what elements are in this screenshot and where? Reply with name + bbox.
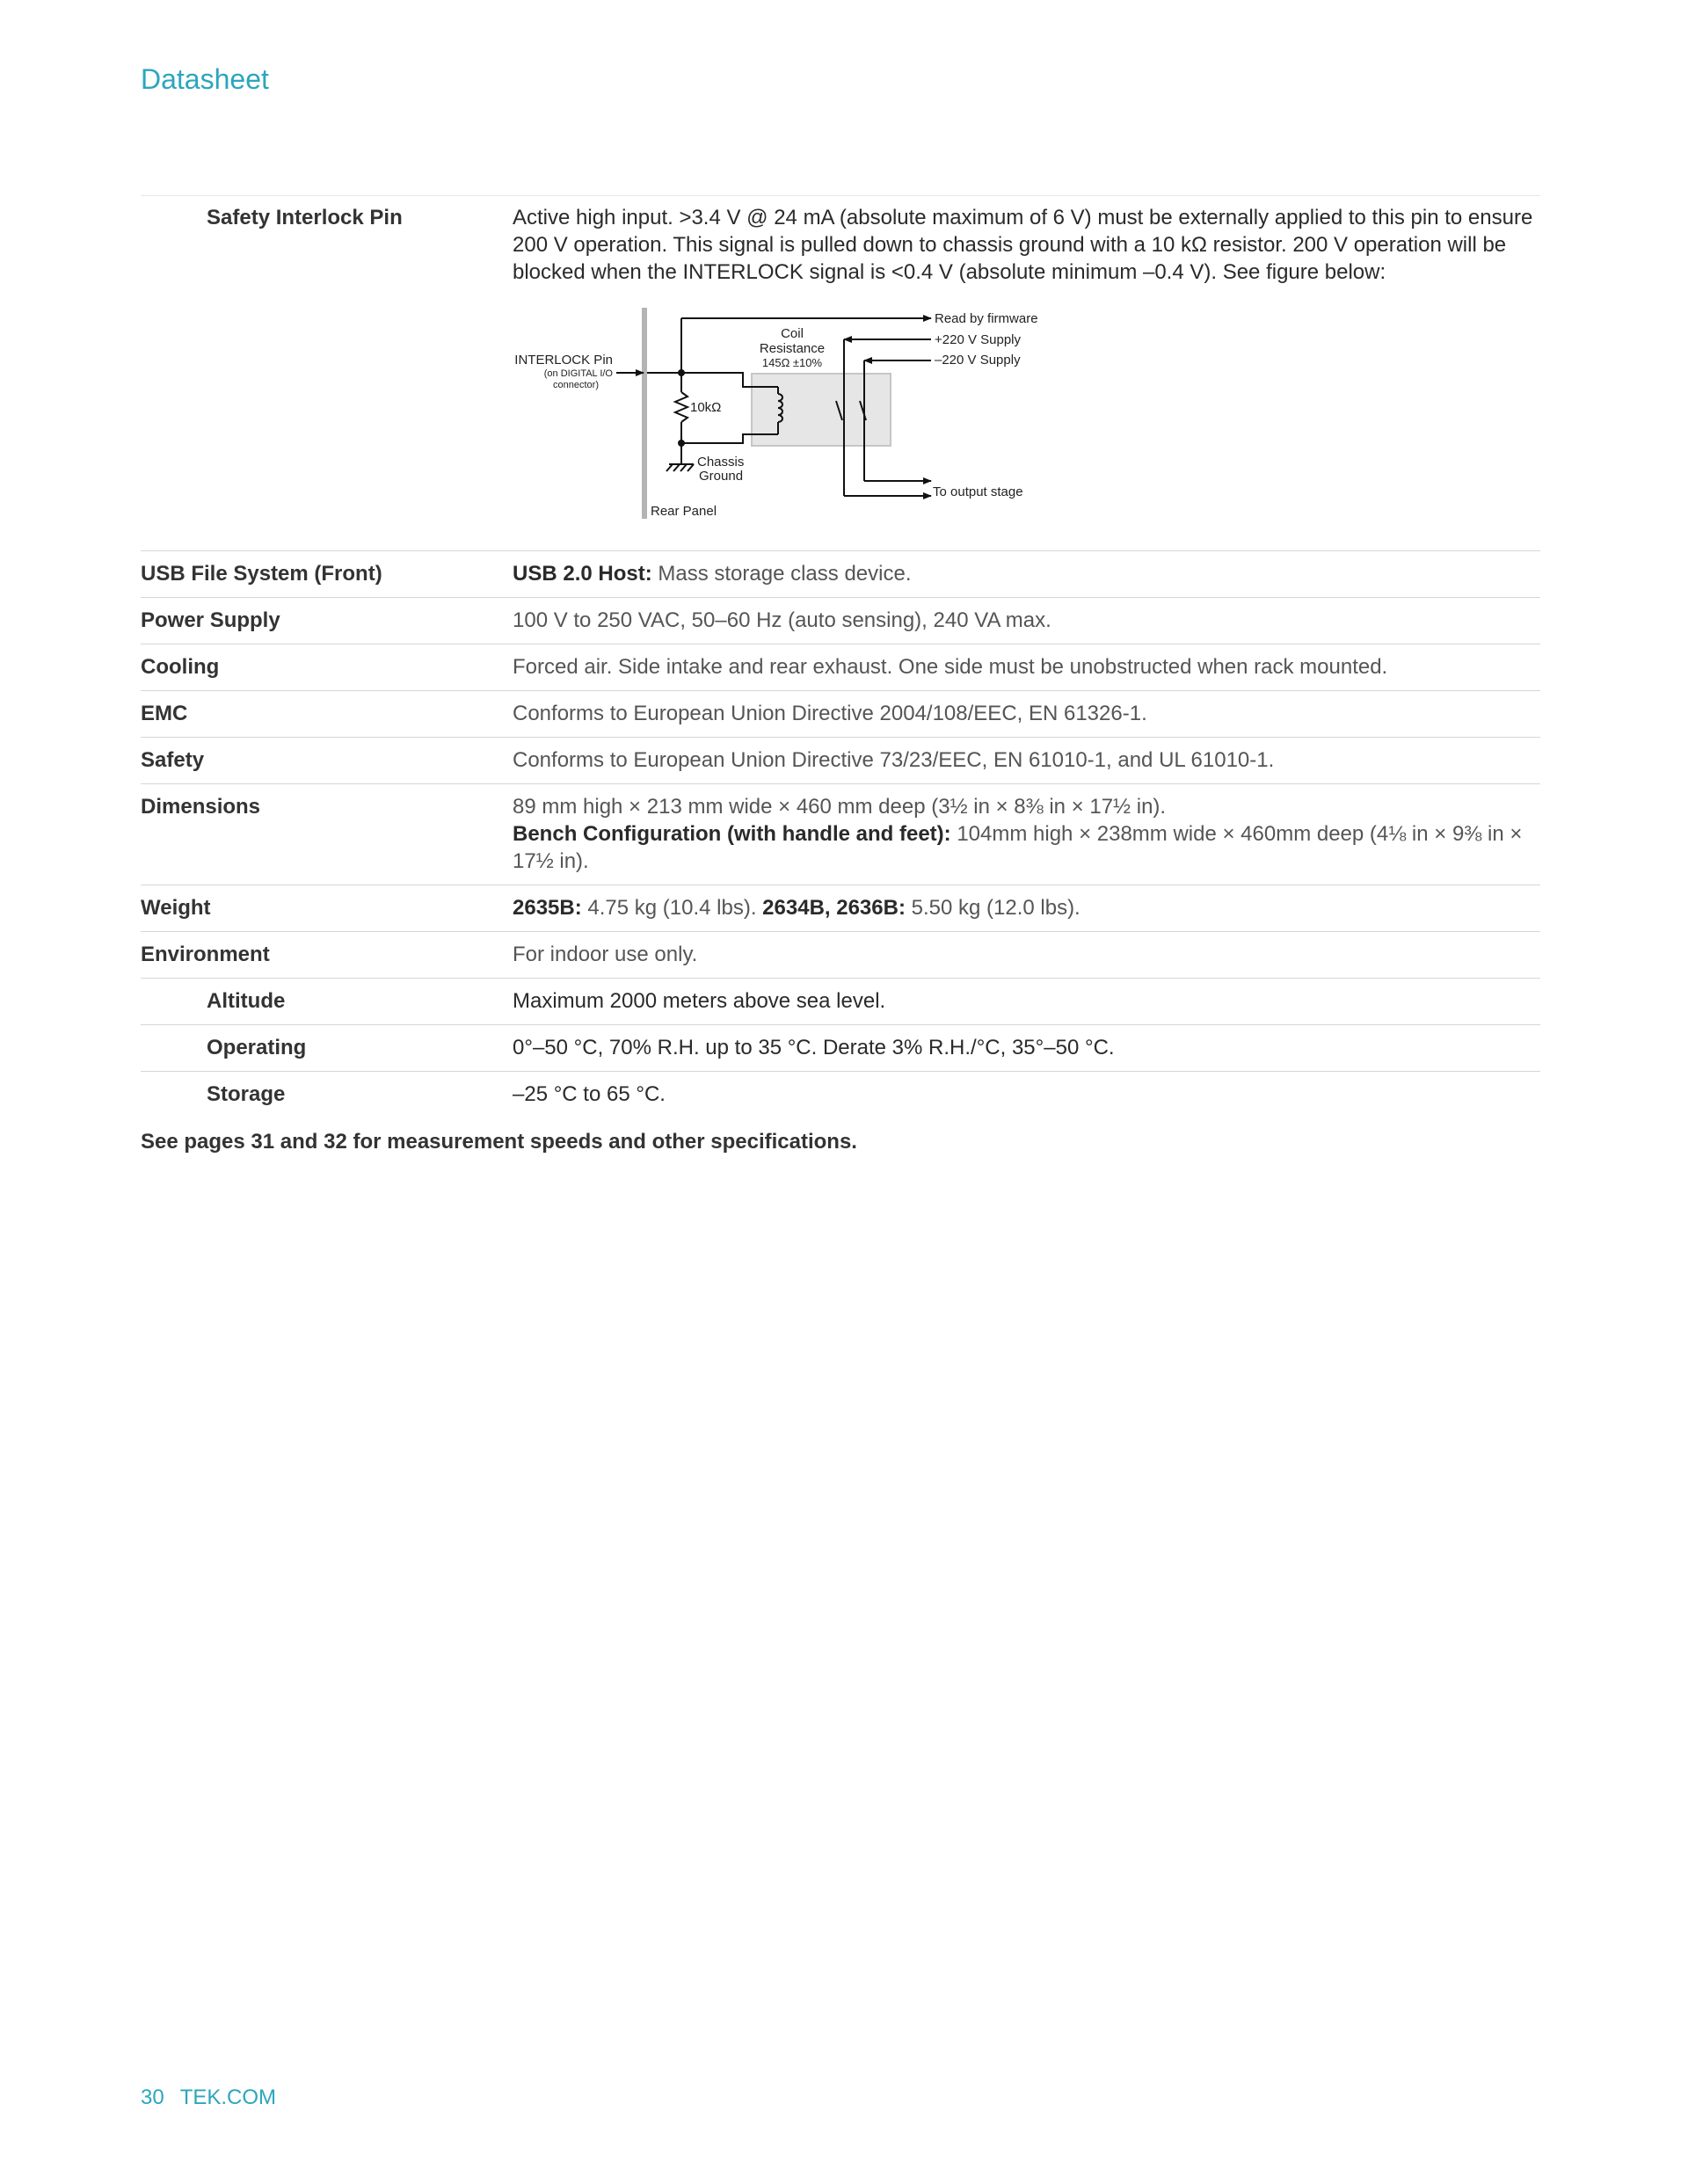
spec-value-bold: 2634B, 2636B: bbox=[762, 896, 906, 920]
see-pages-note: See pages 31 and 32 for measurement speeds and other specifications. bbox=[141, 1130, 857, 1154]
spec-row-emc bbox=[141, 690, 1540, 737]
page-number: 30 bbox=[141, 2086, 164, 2109]
spec-value-bold: USB 2.0 Host: bbox=[513, 562, 652, 586]
spec-value: Maximum 2000 meters above sea level. bbox=[513, 989, 886, 1013]
spec-row-usb bbox=[141, 550, 1540, 597]
label-rear-panel: Rear Panel bbox=[651, 504, 717, 519]
spec-row-power-supply bbox=[141, 597, 1540, 644]
spec-row-cooling bbox=[141, 644, 1540, 690]
spec-value: –25 °C to 65 °C. bbox=[513, 1082, 666, 1106]
spec-label: Dimensions bbox=[141, 795, 261, 819]
spec-value: For indoor use only. bbox=[513, 943, 698, 966]
spec-value-text: Mass storage class device. bbox=[651, 562, 912, 586]
label-plus-supply: +220 V Supply bbox=[935, 332, 1021, 347]
label-on-digital-io: (on DIGITAL I/O bbox=[543, 368, 613, 379]
label-ground: Ground bbox=[699, 469, 744, 484]
interlock-circuit-diagram bbox=[513, 308, 1075, 528]
label-read-by-firmware: Read by firmware bbox=[935, 311, 1038, 326]
spec-label: USB File System (Front) bbox=[141, 562, 382, 586]
spec-row-weight bbox=[141, 885, 1540, 931]
spec-row-interlock bbox=[141, 195, 1540, 550]
spec-row-operating bbox=[141, 1024, 1540, 1071]
spec-value bbox=[513, 204, 1540, 541]
spec-value-text: 5.50 kg (12.0 lbs). bbox=[905, 896, 1080, 920]
spec-row-storage bbox=[141, 1071, 1540, 1117]
spec-label: Safety bbox=[141, 748, 205, 772]
spec-label: Altitude bbox=[207, 989, 286, 1013]
bench-configuration bbox=[513, 820, 1540, 875]
page-footer bbox=[141, 2086, 292, 2110]
spec-value bbox=[513, 560, 1540, 587]
spec-value: Conforms to European Union Directive 2004/108/EEC, EN 61326-1. bbox=[513, 702, 1147, 725]
spec-value-text: 104mm high × 238mm wide × 460mm deep (4⅛ in × 9⅜ in × 17½ in). bbox=[513, 822, 1523, 873]
spec-row-environment bbox=[141, 931, 1540, 978]
label-chassis: Chassis bbox=[697, 455, 745, 470]
spec-label: Weight bbox=[141, 896, 211, 920]
spec-label: Operating bbox=[207, 1036, 307, 1059]
spec-label: Storage bbox=[207, 1082, 286, 1106]
label-resistance: Resistance bbox=[759, 341, 826, 356]
spec-label: Environment bbox=[141, 943, 270, 966]
spec-label: Power Supply bbox=[141, 608, 280, 632]
spec-row-dimensions bbox=[141, 783, 1540, 885]
spec-value: Conforms to European Union Directive 73/23/EEC, EN 61010-1, and UL 61010-1. bbox=[513, 748, 1275, 772]
label-coil: Coil bbox=[781, 326, 804, 341]
label-interlock-pin: INTERLOCK Pin bbox=[514, 353, 613, 368]
spec-value-bold: Bench Configuration (with handle and feet): bbox=[513, 822, 951, 846]
label-to-output-stage: To output stage bbox=[933, 484, 1023, 499]
spec-value: Forced air. Side intake and rear exhaust. One side must be unobstructed when rack mounted. bbox=[513, 655, 1388, 679]
dimensions-line: 89 mm high × 213 mm wide × 460 mm deep (3½ in × 8⅜ in × 17½ in). bbox=[513, 795, 1167, 819]
spec-value: 100 V to 250 VAC, 50–60 Hz (auto sensing), 240 VA max. bbox=[513, 608, 1051, 632]
spec-label: EMC bbox=[141, 702, 188, 725]
interlock-description: Active high input. >3.4 V @ 24 mA (absolute maximum of 6 V) must be externally applied to this pin to ensure 200 V operation. This signal is pulled down to chassis ground with a 10 kΩ resistor. 200 V operation will be blocked when the INTERLOCK signal is <0.4 V (absolute minimum –0.4 V). See figure below: bbox=[513, 206, 1533, 284]
spec-table bbox=[141, 195, 1540, 1117]
spec-value-bold: 2635B: bbox=[513, 896, 582, 920]
site-link[interactable]: TEK.COM bbox=[179, 2086, 277, 2109]
spec-label: Cooling bbox=[141, 655, 220, 679]
label-minus-supply: –220 V Supply bbox=[935, 353, 1021, 368]
label-coil-value: 145Ω ±10% bbox=[761, 356, 823, 369]
spec-row-altitude bbox=[141, 978, 1540, 1024]
spec-row-safety bbox=[141, 737, 1540, 783]
spec-value: 0°–50 °C, 70% R.H. up to 35 °C. Derate 3% R.H./°C, 35°–50 °C. bbox=[513, 1036, 1115, 1059]
rear-panel-bar bbox=[642, 308, 647, 519]
spec-label: Safety Interlock Pin bbox=[207, 206, 403, 229]
spec-value bbox=[513, 894, 1540, 921]
page-header-title: Datasheet bbox=[141, 63, 269, 95]
interlock-diagram bbox=[513, 308, 1540, 535]
label-resistor: 10kΩ bbox=[690, 400, 722, 415]
spec-value-text: 4.75 kg (10.4 lbs). bbox=[581, 896, 763, 920]
spec-value bbox=[513, 793, 1540, 875]
label-connector: connector) bbox=[553, 380, 599, 390]
